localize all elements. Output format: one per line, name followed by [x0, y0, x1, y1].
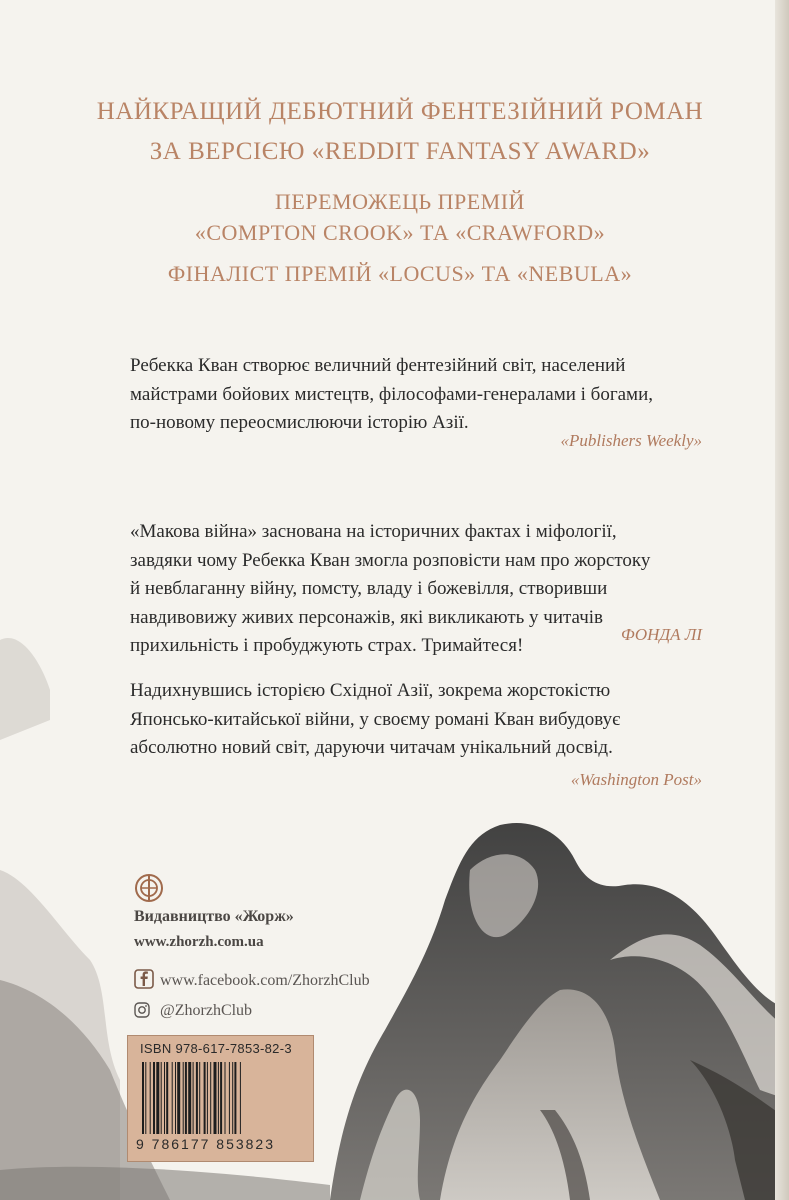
quote-line: абсолютно новий світ, даруючи читачам унікальний досвід.	[130, 737, 613, 758]
award-line-3: ПЕРЕМОЖЕЦЬ ПРЕМІЙ	[275, 189, 525, 214]
quote-line: «Макова війна» заснована на історичних фактах і міфології,	[130, 521, 617, 542]
barcode-number: 9 786177 853823	[136, 1136, 275, 1152]
quote-line: навдивовижу живих персонажів, які викликають у читачів	[130, 606, 604, 628]
quote-source-1: «Publishers Weekly»	[560, 431, 702, 450]
barcode-bars	[140, 1062, 302, 1134]
quote-source-2: ФОНДА ЛІ	[620, 625, 702, 644]
instagram-icon	[134, 1002, 150, 1018]
zhorzh-logo-icon	[134, 873, 164, 903]
review-quote-3	[130, 677, 705, 763]
instagram-link[interactable]: @ZhorzhClub	[160, 1002, 253, 1019]
cover-edge-shadow	[775, 0, 789, 1200]
isbn-barcode-box	[127, 1035, 314, 1162]
quote-line: Надихнувшись історією Східної Азії, зокрема жорстокістю	[130, 680, 611, 701]
review-quote-1	[130, 352, 705, 438]
award-line-2: ЗА ВЕРСІЄЮ «REDDIT FANTASY AWARD»	[149, 138, 651, 165]
quote-line: по-новому переосмислюючи історію Азії.	[130, 412, 469, 433]
quote-line: й невблаганну війну, помсту, владу і божевілля, створивши	[130, 578, 608, 599]
quote-source-3: «Washington Post»	[570, 770, 702, 789]
awards-block	[70, 92, 730, 289]
award-line-5: ФІНАЛІСТ ПРЕМІЙ «LOCUS» ТА «NEBULA»	[167, 261, 633, 286]
award-line-4: «COMPTON CROOK» ТА «CRAWFORD»	[194, 220, 606, 245]
review-quote-2	[130, 518, 705, 661]
quote-line: Ребекка Кван створює величний фентезійний світ, населений	[130, 355, 626, 376]
facebook-icon	[134, 969, 154, 989]
facebook-link[interactable]: www.facebook.com/ZhorzhClub	[160, 972, 370, 989]
quote-line: прихильність і пробуджують страх. Тримайтеся!	[130, 635, 524, 656]
publisher-website-link[interactable]: www.zhorzh.com.ua	[134, 934, 264, 950]
publisher-name: Видавництво «Жорж»	[134, 908, 294, 925]
quote-line: Японсько-китайської війни, у своєму романі Кван вибудовує	[130, 708, 621, 730]
award-line-1: НАЙКРАЩИЙ ДЕБЮТНИЙ ФЕНТЕЗІЙНИЙ РОМАН	[96, 98, 704, 125]
quote-line: завдяки чому Ребекка Кван змогла розповісти нам про жорстоку	[130, 549, 651, 571]
quote-line: майстрами бойових мистецтв, філософами-генералами і богами,	[130, 383, 654, 405]
isbn-text: ISBN 978-617-7853-82-3	[140, 1041, 292, 1056]
